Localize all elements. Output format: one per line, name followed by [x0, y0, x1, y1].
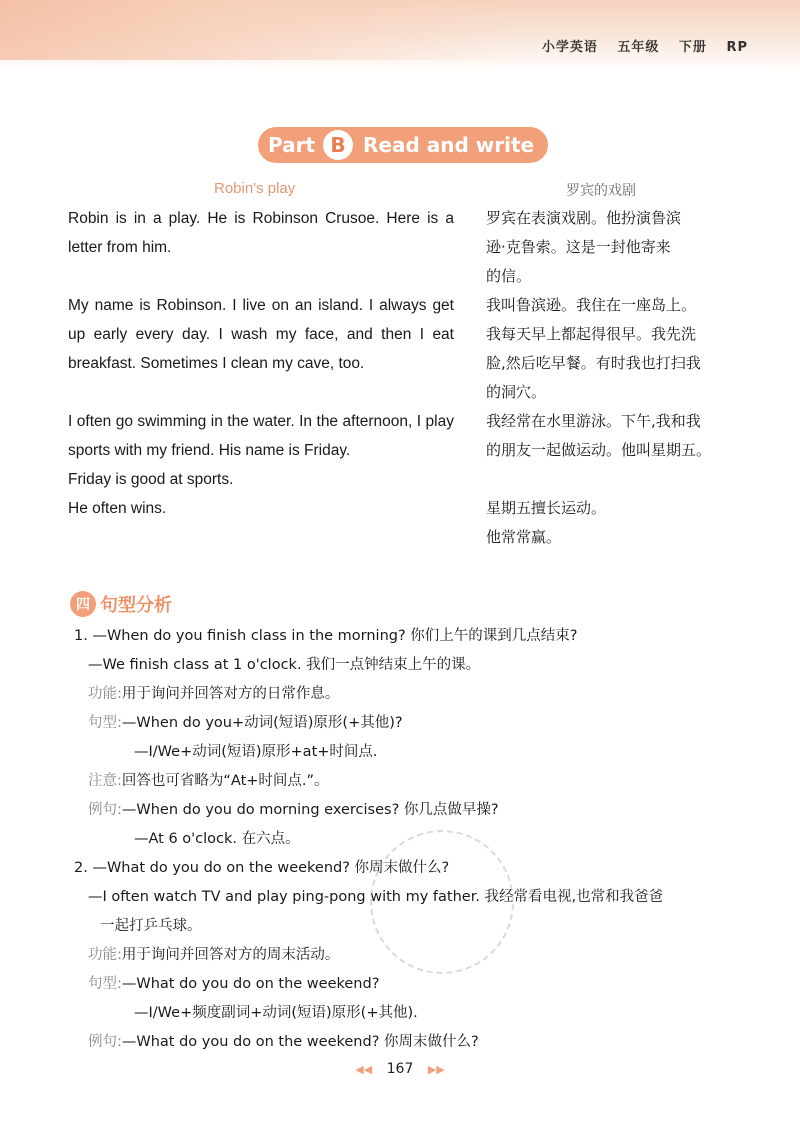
zh-line: 我每天早上都起得很早。我先洗: [486, 325, 697, 343]
tag-text: —What do you do on the weekend?: [121, 976, 380, 992]
zh-line: 的朋友一起做运动。他叫星期五。: [486, 441, 712, 459]
example-line: [74, 796, 744, 825]
answer-line: —We finish class at 1 o'clock. 我们一点钟结束上午的课。: [88, 657, 481, 673]
story-title-zh: 罗宾的戏剧: [566, 183, 636, 199]
zh-line: 他常常赢。: [486, 528, 562, 546]
tag-label: 注意:: [88, 773, 122, 789]
pattern-line: [74, 970, 744, 999]
tag-text: —What do you do on the weekend? 你周末做什么?: [121, 1034, 479, 1050]
page-footer: [0, 1061, 800, 1077]
section-title: Read and write: [363, 133, 535, 157]
zh-line: 脸,然后吃早餐。有时我也打扫我: [486, 354, 701, 372]
book-info: [528, 36, 748, 55]
book-edition: RP: [726, 40, 748, 55]
en-paragraph: Friday is good at sports.: [68, 471, 234, 488]
zh-line: 罗宾在表演戏剧。他扮演鲁滨: [486, 209, 682, 227]
english-text: [68, 204, 454, 523]
tag-label: 功能:: [88, 947, 122, 963]
function-line: [74, 680, 744, 709]
en-paragraph: My name is Robinson. I live on an island. I always get up early every day. I wash my face, and then I eat breakfast. Sometimes I clean my cave, too.: [68, 297, 454, 372]
en-paragraph: I often go swimming in the water. In the afternoon, I play sports with my friend. His name is Friday.: [68, 413, 454, 459]
answer-line-cont: 一起打乒乓球。: [100, 918, 202, 934]
spacer: [486, 465, 736, 494]
pattern-line: —I/We+频度副词+动词(短语)原形(+其他).: [134, 1005, 418, 1021]
tag-label: 句型:: [88, 976, 122, 992]
part-letter: B: [323, 130, 353, 160]
zh-line: 的洞穴。: [486, 383, 547, 401]
answer-line: —I often watch TV and play ping-pong with my father. 我经常看电视,也常和我爸爸: [88, 889, 664, 905]
prev-page-icon[interactable]: ◀◀: [355, 1063, 373, 1076]
question-line: 2. —What do you do on the weekend? 你周末做什么?: [74, 860, 450, 876]
zh-line: 的信。: [486, 267, 532, 285]
tag-text: 用于询问并回答对方的日常作息。: [121, 686, 340, 702]
tag-text: —When do you+动词(短语)原形(+其他)?: [121, 715, 403, 731]
zh-line: 逊·克鲁索。这是一封他寄来: [486, 238, 671, 256]
tag-label: 句型:: [88, 715, 122, 731]
analysis-title: 句型分析: [100, 595, 172, 616]
example-line: —At 6 o'clock. 在六点。: [134, 831, 300, 847]
page-number: 167: [386, 1061, 414, 1077]
part-word: Part: [268, 133, 316, 157]
book-grade: 五年级: [617, 40, 660, 55]
story-title-en: Robin's play: [214, 180, 296, 197]
section-number-badge: 四: [70, 591, 96, 617]
tag-label: 例句:: [88, 802, 122, 818]
book-subject: 小学英语: [541, 40, 598, 55]
analysis-heading: [70, 591, 172, 617]
tag-label: 功能:: [88, 686, 122, 702]
question-line: 1. —When do you finish class in the morning? 你们上午的课到几点结束?: [74, 628, 578, 644]
chinese-translation: [486, 204, 736, 552]
note-line: [74, 767, 744, 796]
zh-line: 星期五擅长运动。: [486, 499, 607, 517]
en-paragraph: Robin is in a play. He is Robinson Crusoe. Here is a letter from him.: [68, 210, 454, 256]
zh-line: 我叫鲁滨逊。我住在一座岛上。: [486, 296, 697, 314]
tag-label: 例句:: [88, 1034, 122, 1050]
book-volume: 下册: [678, 40, 707, 55]
part-title: [258, 127, 548, 163]
en-paragraph: He often wins.: [68, 500, 167, 517]
zh-line: 我经常在水里游泳。下午,我和我: [486, 412, 701, 430]
tag-text: 回答也可省略为“At+时间点.”。: [121, 773, 329, 789]
tag-text: —When do you do morning exercises? 你几点做早操?: [121, 802, 499, 818]
pattern-line: —I/We+动词(短语)原形+at+时间点.: [134, 744, 378, 760]
pattern-line: [74, 709, 744, 738]
example-line: [74, 1028, 744, 1057]
tag-text: 用于询问并回答对方的周末活动。: [121, 947, 340, 963]
next-page-icon[interactable]: ▶▶: [427, 1063, 445, 1076]
